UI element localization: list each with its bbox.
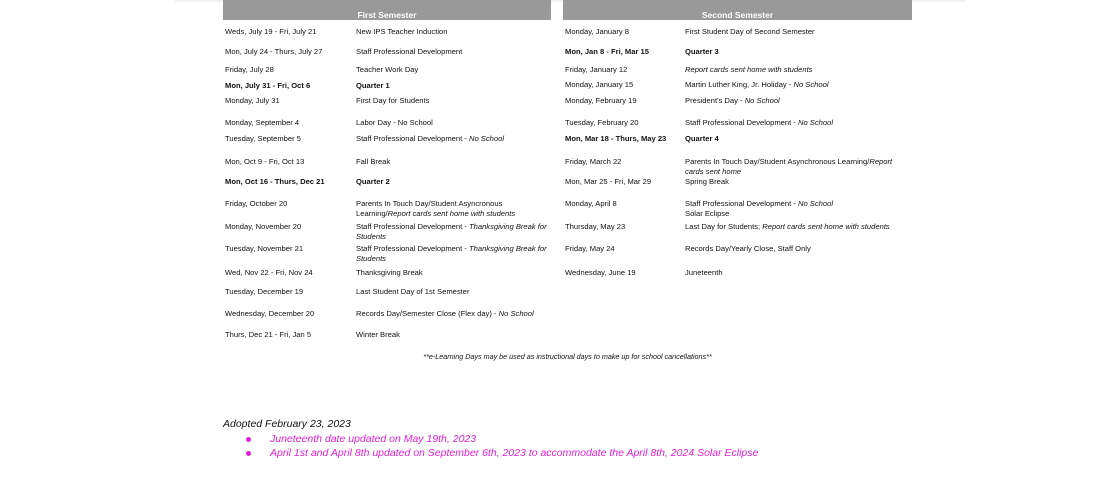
row-event: Parents In Touch Day/Student Asyncronous Learning/Report cards sent home with students xyxy=(356,199,516,218)
row-date: Weds, July 19 - Fri, July 21 xyxy=(225,27,317,36)
row-event: Labor Day - No School xyxy=(356,118,433,127)
row-event: Report cards sent home with students xyxy=(685,65,813,74)
row-date: Wednesday, December 20 xyxy=(225,309,315,318)
row-event: Staff Professional Development - No School Solar Eclipse xyxy=(685,199,834,218)
row-event: Quarter 3 xyxy=(685,47,719,56)
row-date: Monday, November 20 xyxy=(225,222,302,231)
row-date: Thurs, Dec 21 - Fri, Jan 5 xyxy=(225,330,312,339)
row-date: Mon, July 24 - Thurs, July 27 xyxy=(225,47,323,56)
row-date: Tuesday, February 20 xyxy=(565,118,639,127)
row-date: Mon, July 31 - Fri, Oct 6 xyxy=(225,81,311,90)
row-date: Monday, January 15 xyxy=(565,80,634,89)
row-date: Thursday, May 23 xyxy=(565,222,626,231)
row-date: Monday, April 8 xyxy=(565,199,617,208)
update-text: April 1st and April 8th updated on September 6th, 2023 to accommodate the April 8th, 2024 Solar Eclipse xyxy=(270,447,759,459)
list-item xyxy=(246,432,758,446)
row-event: Staff Professional Development xyxy=(356,47,463,56)
row-event: Records Day/Yearly Close, Staff Only xyxy=(685,244,811,253)
e-learning-footnote: **e-Learning Days may be used as instructional days to make up for school cancellations** xyxy=(423,352,712,361)
row-event: Staff Professional Development - No School xyxy=(685,118,834,127)
first-semester-title: First Semester xyxy=(357,10,417,20)
row-event: Staff Professional Development - Thanksgiving Break for Students xyxy=(356,244,547,263)
row-event: Fall Break xyxy=(356,157,391,166)
row-event: Martin Luther King, Jr. Holiday - No School xyxy=(685,80,829,89)
row-event: Winter Break xyxy=(356,330,400,339)
second-semester-title: Second Semester xyxy=(701,10,774,20)
row-event: President's Day - No School xyxy=(685,96,780,105)
row-date: Friday, October 20 xyxy=(225,199,288,208)
row-date: Mon, Oct 16 - Thurs, Dec 21 xyxy=(225,177,325,186)
row-event: Spring Break xyxy=(685,177,729,186)
row-event: Last Day for Students; Report cards sent home with students xyxy=(685,222,890,231)
row-date: Friday, July 28 xyxy=(225,65,274,74)
row-event: Records Day/Semester Close (Flex day) - No School xyxy=(356,309,534,318)
row-date: Friday, January 12 xyxy=(565,65,628,74)
row-date: Friday, March 22 xyxy=(565,157,622,166)
row-event: Last Student Day of 1st Semester xyxy=(356,287,470,296)
row-event: Thanksgiving Break xyxy=(356,268,423,277)
bullet-icon xyxy=(246,451,251,456)
row-event: First Student Day of Second Semester xyxy=(685,27,815,36)
row-event: Quarter 1 xyxy=(356,81,390,90)
updates-list xyxy=(246,432,758,460)
row-event: Quarter 4 xyxy=(685,134,719,143)
row-date: Mon, Oct 9 - Fri, Oct 13 xyxy=(225,157,305,166)
row-event: Parents In Touch Day/Student Asynchronous Learning/Report cards sent home xyxy=(685,157,893,176)
row-event: Juneteenth xyxy=(685,268,723,277)
row-date: Tuesday, September 5 xyxy=(225,134,301,143)
bullet-icon xyxy=(246,437,251,442)
first-semester-header xyxy=(223,0,551,20)
row-event: Staff Professional Development - Thanksgiving Break for Students xyxy=(356,222,547,241)
row-date: Tuesday, November 21 xyxy=(225,244,304,253)
row-date: Monday, February 19 xyxy=(565,96,637,105)
adopted-date: Adopted February 23, 2023 xyxy=(223,418,351,430)
update-text: Juneteenth date updated on May 19th, 2023 xyxy=(270,433,477,445)
row-date: Monday, September 4 xyxy=(225,118,300,127)
row-date: Monday, January 8 xyxy=(565,27,630,36)
row-event: Staff Professional Development - No School xyxy=(356,134,505,143)
row-event: First Day for Students xyxy=(356,96,430,105)
row-date: Friday, May 24 xyxy=(565,244,615,253)
row-event: Teacher Work Day xyxy=(356,65,419,74)
row-date: Monday, July 31 xyxy=(225,96,280,105)
row-date: Tuesday, December 19 xyxy=(225,287,304,296)
row-date: Mon, Mar 25 - Fri, Mar 29 xyxy=(565,177,652,186)
list-item xyxy=(246,446,758,460)
row-date: Wed, Nov 22 - Fri, Nov 24 xyxy=(225,268,313,277)
row-date: Mon, Mar 18 - Thurs, May 23 xyxy=(565,134,667,143)
row-event: Quarter 2 xyxy=(356,177,390,186)
row-event: New IPS Teacher Induction xyxy=(356,27,448,36)
row-date: Wednesday, June 19 xyxy=(565,268,636,277)
second-semester-header xyxy=(563,0,912,20)
row-date: Mon, Jan 8 - Fri, Mar 15 xyxy=(565,47,649,56)
